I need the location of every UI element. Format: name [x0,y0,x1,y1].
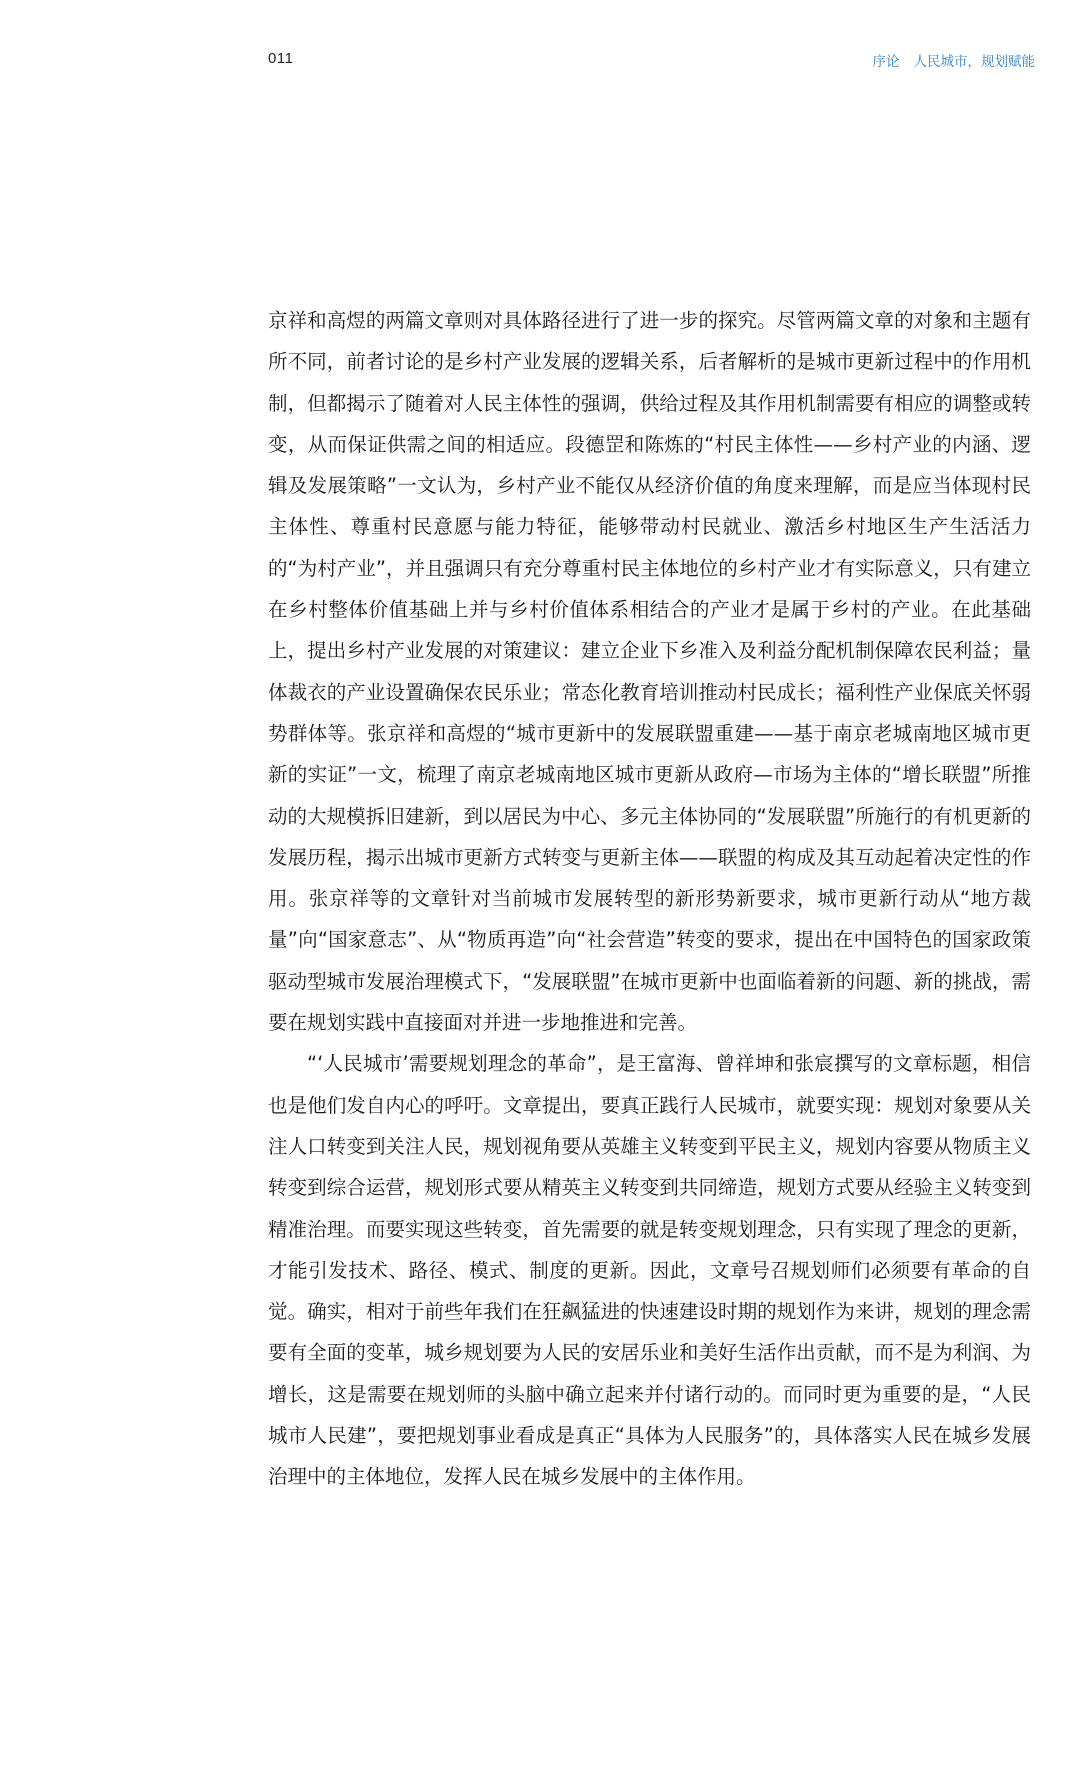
running-header-title: 人民城市，规划赋能 [913,54,1035,70]
running-header [873,50,1036,70]
page-number: 011 [268,50,294,67]
paragraph: 京祥和高煜的两篇文章则对具体路径进行了进一步的探究。尽管两篇文章的对象和主题有所不同，前者讨论的是乡村产业发展的逻辑关系，后者解析的是城市更新过程中的作用机制，但都揭示了随着对人民主体性的强调，供给过程及其作用机制需要有相应的调整或转变，从而保证供需之间的相适应。段德罡和陈炼的“村民主体性——乡村产业的内涵、逻辑及发展策略”一文认为，乡村产业不能仅从经济价值的角度来理解，而是应当体现村民主体性、尊重村民意愿与能力特征，能够带动村民就业、激活乡村地区生产生活活力的“为村产业”，并且强调只有充分尊重村民主体地位的乡村产业才有实际意义，只有建立在乡村整体价值基础上并与乡村价值体系相结合的产业才是属于乡村的产业。在此基础上，提出乡村产业发展的对策建议：建立企业下乡准入及利益分配机制保障农民利益；量体裁衣的产业设置确保农民乐业；常态化教育培训推动村民成长；福利性产业保底关怀弱势群体等。张京祥和高煜的“城市更新中的发展联盟重建——基于南京老城南地区城市更新的实证”一文，梳理了南京老城南地区城市更新从政府—市场为主体的“增长联盟”所推动的大规模拆旧建新，到以居民为中心、多元主体协同的“发展联盟”所施行的有机更新的发展历程，揭示出城市更新方式转变与更新主体——联盟的构成及其互动起着决定性的作用。张京祥等的文章针对当前城市发展转型的新形势新要求，城市更新行动从“地方裁量”向“国家意志”、从“物质再造”向“社会营造”转变的要求，提出在中国特色的国家政策驱动型城市发展治理模式下，“发展联盟”在城市更新中也面临着新的问题、新的挑战，需要在规划实践中直接面对并进一步地推进和完善。 [268,309,1031,1035]
paragraph: “‘人民城市’需要规划理念的革命”，是王富海、曾祥坤和张宸撰写的文章标题，相信也是他们发自内心的呼吁。文章提出，要真正践行人民城市，就要实现：规划对象要从关注人口转变到关注人民，规划视角要从英雄主义转变到平民主义，规划内容要从物质主义转变到综合运营，规划形式要从精英主义转变到共同缔造，规划方式要从经验主义转变到精准治理。而要实现这些转变，首先需要的就是转变规划理念，只有实现了理念的更新，才能引发技术、路径、模式、制度的更新。因此，文章号召规划师们必须要有革命的自觉。确实，相对于前些年我们在狂飙猛进的快速建设时期的规划作为来讲，规划的理念需要有全面的变革，城乡规划要为人民的安居乐业和美好生活作出贡献，而不是为利润、为增长，这是需要在规划师的头脑中确立起来并付诸行动的。而同时更为重要的是，“人民城市人民建”，要把规划事业看成是真正“具体为人民服务”的，具体落实人民在城乡发展治理中的主体地位，发挥人民在城乡发展中的主体作用。 [268,1052,1031,1489]
body-text [268,300,1031,1498]
running-header-section: 序论 [872,54,900,70]
